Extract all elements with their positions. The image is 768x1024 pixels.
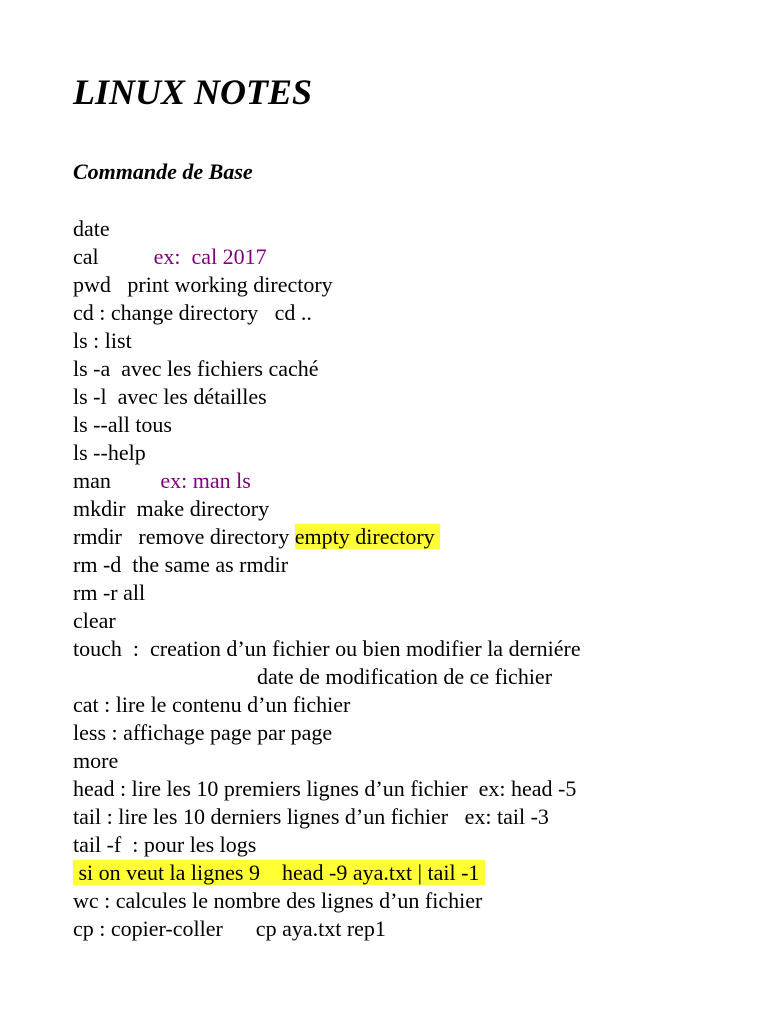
command-text: touch : creation d’un fichier ou bien modifier la derniére bbox=[73, 636, 581, 661]
command-text: ls -a avec les fichiers caché bbox=[73, 356, 319, 381]
command-line bbox=[73, 607, 581, 635]
command-line bbox=[73, 383, 581, 411]
command-line bbox=[73, 439, 581, 467]
command-line bbox=[73, 523, 581, 551]
command-line bbox=[73, 775, 581, 803]
command-text: mkdir make directory bbox=[73, 496, 270, 521]
command-line bbox=[73, 691, 581, 719]
command-line bbox=[73, 747, 581, 775]
command-text: tail -f : pour les logs bbox=[73, 832, 257, 857]
command-text: ls --help bbox=[73, 440, 146, 465]
command-text: rm -r all bbox=[73, 580, 146, 605]
command-text: cal bbox=[73, 244, 154, 269]
example-text: ex: man ls bbox=[160, 468, 251, 493]
command-line bbox=[73, 495, 581, 523]
command-line bbox=[73, 467, 581, 495]
command-text: ls -l avec les détailles bbox=[73, 384, 267, 409]
command-line bbox=[73, 859, 581, 887]
command-text: pwd print working directory bbox=[73, 272, 333, 297]
command-text: tail : lire les 10 derniers lignes d’un fichier ex: tail -3 bbox=[73, 804, 549, 829]
command-line bbox=[73, 719, 581, 747]
section-heading: Commande de Base bbox=[73, 159, 253, 184]
command-line bbox=[73, 215, 581, 243]
command-text: man bbox=[73, 468, 161, 493]
command-line bbox=[73, 355, 581, 383]
command-text: more bbox=[73, 748, 119, 773]
command-list bbox=[73, 215, 581, 943]
command-text: head : lire les 10 premiers lignes d’un fichier ex: head -5 bbox=[73, 776, 577, 801]
command-text: cp : copier-coller cp aya.txt rep1 bbox=[73, 916, 386, 941]
command-line bbox=[73, 411, 581, 439]
command-line bbox=[73, 915, 581, 943]
command-line bbox=[73, 551, 581, 579]
command-text: rm -d the same as rmdir bbox=[73, 552, 289, 577]
command-line bbox=[73, 803, 581, 831]
command-text: less : affichage page par page bbox=[73, 720, 333, 745]
command-line bbox=[73, 299, 581, 327]
command-line bbox=[73, 271, 581, 299]
highlighted-text: empty directory bbox=[294, 524, 441, 549]
example-text: ex: cal 2017 bbox=[153, 244, 267, 269]
command-line bbox=[73, 579, 581, 607]
command-text: clear bbox=[73, 608, 116, 633]
command-line bbox=[73, 663, 581, 691]
command-text: wc : calcules le nombre des lignes d’un fichier bbox=[73, 888, 483, 913]
command-text: cat : lire le contenu d’un fichier bbox=[73, 692, 351, 717]
command-line bbox=[73, 635, 581, 663]
command-line bbox=[73, 887, 581, 915]
command-text: ls --all tous bbox=[73, 412, 172, 437]
command-text: ls : list bbox=[73, 328, 132, 353]
command-text: cd : change directory cd .. bbox=[73, 300, 312, 325]
highlighted-text: si on veut la lignes 9 head -9 aya.txt | tail -1 bbox=[73, 860, 485, 885]
command-line bbox=[73, 243, 581, 271]
command-text: date de modification de ce fichier bbox=[257, 664, 553, 689]
command-text: date bbox=[73, 216, 110, 241]
document-title: LINUX NOTES bbox=[73, 72, 313, 112]
command-line bbox=[73, 327, 581, 355]
command-text: rmdir remove directory bbox=[73, 524, 295, 549]
command-line bbox=[73, 831, 581, 859]
